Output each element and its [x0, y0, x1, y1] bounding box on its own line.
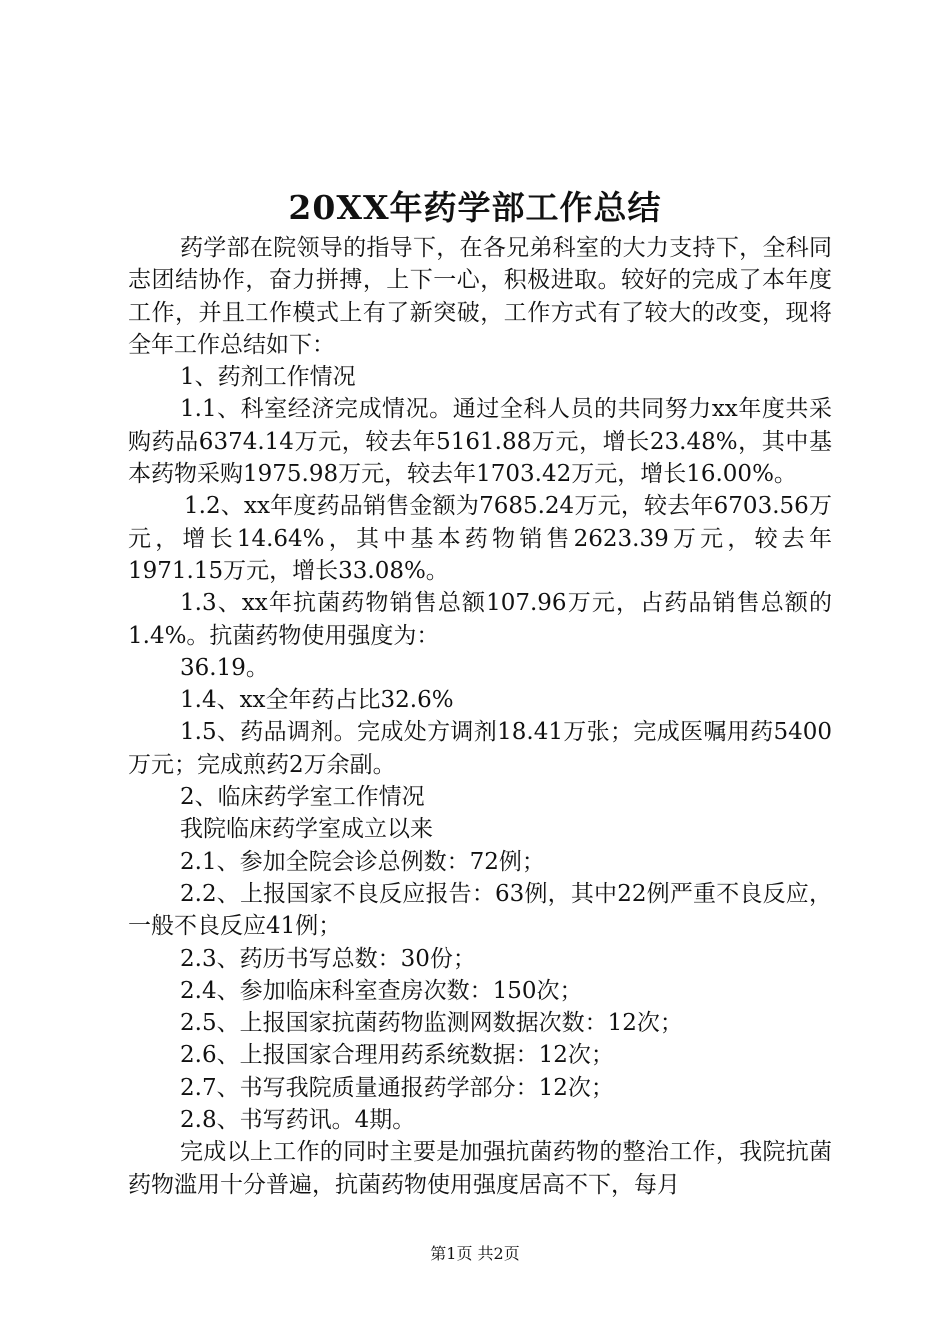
- document-body: [128, 232, 832, 1201]
- section-heading-pharmacy: 1、药剂工作情况: [180, 364, 356, 391]
- paragraph-2-3: 2.3、药历书写总数：30份；: [180, 945, 476, 972]
- intro-paragraph: 药学部在院领导的指导下，在各兄弟科室的大力支持下，全科同志团结协作，奋力拼搏，上下一心，积极进取。较好的完成了本年度工作，并且工作模式上有了新突破，工作方式有了较大的改变，现将全年工作总结如下：: [128, 235, 832, 358]
- paragraph-2-6: 2.6、上报国家合理用药系统数据：12次；: [180, 1042, 614, 1069]
- paragraph-1-5: 1.5、药品调剂。完成处方调剂18.41万张；完成医嘱用药5400万元；完成煎药2万余副。: [128, 719, 832, 778]
- paragraph-2-1: 2.1、参加全院会诊总例数：72例；: [180, 848, 545, 875]
- paragraph-2-2: 2.2、上报国家不良反应报告：63例，其中22例严重不良反应，一般不良反应41例；: [128, 880, 832, 940]
- paragraph-1-3: 1.3、xx年抗菌药物销售总额107.96万元，占药品销售总额的1.4%。抗菌药物使用强度为：: [128, 590, 832, 649]
- paragraph-2-5: 2.5、上报国家抗菌药物监测网数据次数：12次；: [180, 1010, 683, 1037]
- page-number-footer: 第1页 共2页: [430, 1244, 520, 1263]
- paragraph-1-2: 1.2、xx年度药品销售金额为7685.24万元，较去年6703.56万元，增长14.64%，其中基本药物销售2623.39万元，较去年1971.15万元，增长33.08%。: [128, 493, 832, 584]
- paragraph-2-8: 2.8、书写药讯。4期。: [180, 1107, 416, 1134]
- paragraph-1-1: 1.1、科室经济完成情况。通过全科人员的共同努力xx年度共采购药品6374.14万元，较去年5161.88万元，增长23.48%，其中基本药物采购1975.98万元，较去年1703.42万元，增长16.00%。: [128, 396, 832, 488]
- closing-paragraph: 完成以上工作的同时主要是加强抗菌药物的整治工作，我院抗菌药物滥用十分普遍，抗菌药物使用强度居高不下，每月: [128, 1139, 832, 1198]
- section-heading-clinical: 2、临床药学室工作情况: [180, 784, 425, 811]
- document-title: 20XX年药学部工作总结: [288, 188, 662, 227]
- paragraph-2-4: 2.4、参加临床科室查房次数：150次；: [180, 977, 583, 1004]
- paragraph-2-7: 2.7、书写我院质量通报药学部分：12次；: [180, 1074, 614, 1101]
- paragraph-1-3-value: 36.19。: [180, 654, 269, 681]
- clinical-intro: 我院临床药学室成立以来: [180, 816, 433, 843]
- paragraph-1-4: 1.4、xx全年药占比32.6%: [180, 687, 454, 714]
